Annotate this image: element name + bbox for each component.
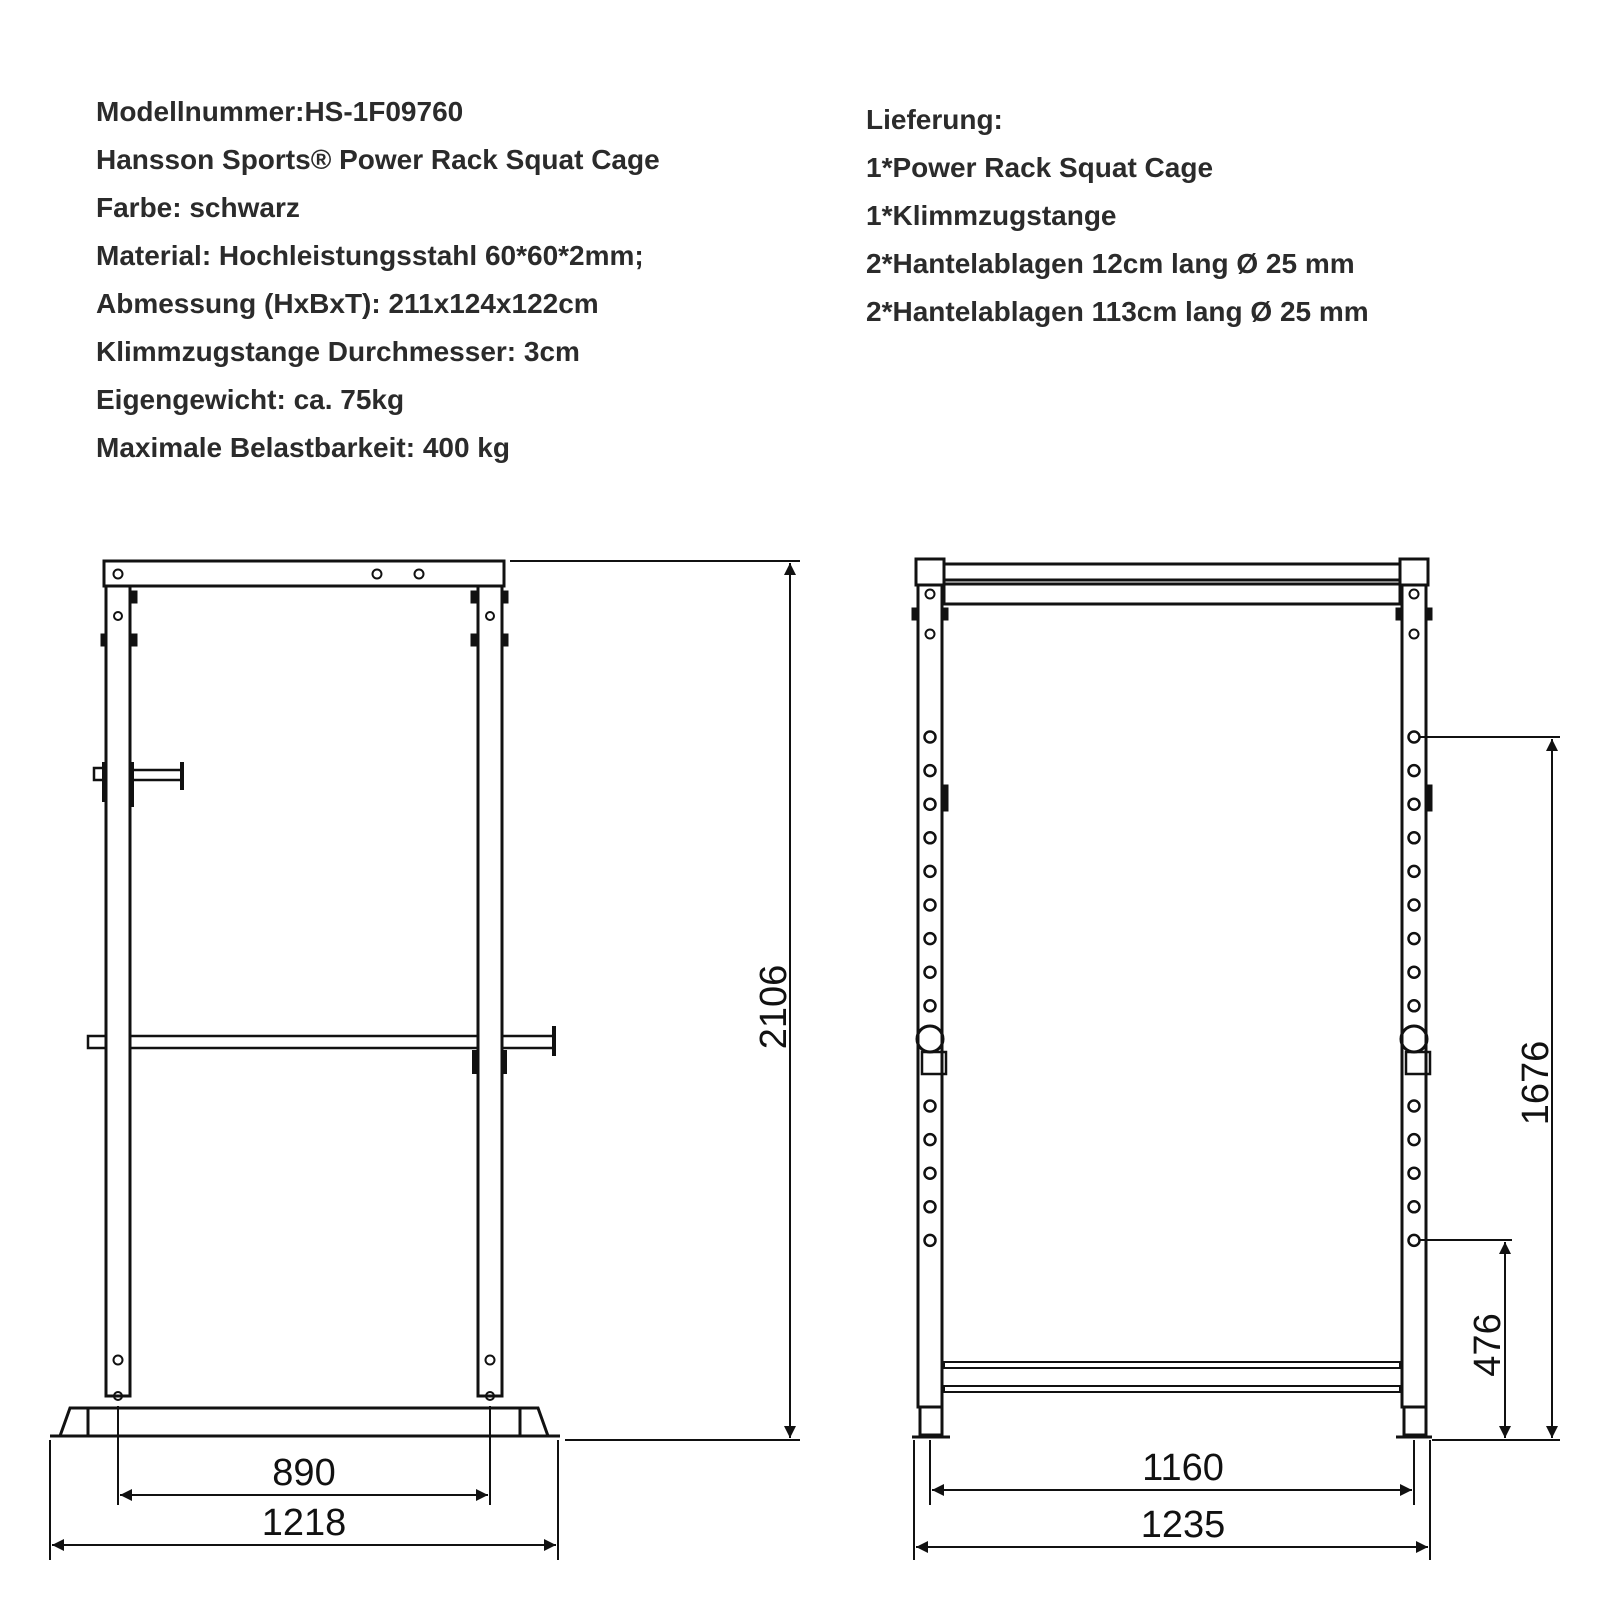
left-upright-hole <box>925 732 936 743</box>
dim-hole-span-height: 1676 <box>1515 1040 1557 1126</box>
left-upright-hole <box>925 967 936 978</box>
spec-max-load: Maximale Belastbarkeit: 400 kg <box>96 432 510 463</box>
dim-total-height: 2106 <box>753 964 795 1050</box>
right-upright-hole <box>1409 1168 1420 1179</box>
front-safety-bar <box>88 1026 554 1074</box>
left-upright-hole <box>925 765 936 776</box>
side-upright-holes <box>925 732 1420 1246</box>
side-right-foot <box>1404 1407 1426 1435</box>
front-top-crossbar <box>104 561 504 586</box>
dim-lowest-hole-height: 476 <box>1467 1313 1509 1377</box>
left-upright-hole <box>925 1235 936 1246</box>
front-right-foot <box>520 1408 548 1436</box>
side-left-foot <box>920 1407 942 1435</box>
spec-weight: Eigengewicht: ca. 75kg <box>96 384 405 415</box>
spec-pullup-bar-diameter: Klimmzugstange Durchmesser: 3cm <box>96 336 580 367</box>
front-view <box>50 561 560 1436</box>
right-upright-hole <box>1409 967 1420 978</box>
spec-material: Material: Hochleistungsstahl 60*60*2mm; <box>96 240 644 271</box>
right-upright-hole <box>1409 1134 1420 1145</box>
left-upright-hole <box>925 1168 936 1179</box>
spec-model-number: Modellnummer:HS-1F09760 <box>96 96 464 127</box>
front-left-upright <box>106 586 130 1396</box>
left-upright-hole <box>925 1101 936 1112</box>
dim-front-outer-width: 1218 <box>261 1502 347 1544</box>
left-upright-hole <box>925 933 936 944</box>
side-top-rail <box>944 564 1400 580</box>
side-right-cap <box>1400 559 1428 585</box>
dim-front-inner-width: 890 <box>272 1452 336 1494</box>
left-upright-hole <box>925 799 936 810</box>
left-upright-hole <box>925 1134 936 1145</box>
right-upright-hole <box>1409 799 1420 810</box>
dim-side-inner-width: 1160 <box>1142 1447 1224 1489</box>
left-upright-hole <box>925 832 936 843</box>
right-upright-hole <box>1409 900 1420 911</box>
left-upright-hole <box>925 1201 936 1212</box>
side-left-upright <box>918 585 942 1407</box>
delivery-heading: Lieferung: <box>866 104 1003 135</box>
delivery-item-cage: 1*Power Rack Squat Cage <box>866 152 1214 183</box>
delivery-item-long-rests: 2*Hantelablagen 113cm lang Ø 25 mm <box>866 296 1369 327</box>
right-upright-hole <box>1409 1235 1420 1246</box>
side-right-upright <box>1402 585 1426 1407</box>
side-view <box>912 559 1432 1437</box>
dim-side-outer-width: 1235 <box>1140 1504 1226 1546</box>
front-dimensions <box>50 561 800 1560</box>
right-upright-hole <box>1409 866 1420 877</box>
front-right-upright <box>478 586 502 1396</box>
spec-dimensions: Abmessung (HxBxT): 211x124x122cm <box>96 288 599 319</box>
right-upright-hole <box>1409 765 1420 776</box>
spec-color: Farbe: schwarz <box>96 192 300 223</box>
side-dimensions <box>914 737 1560 1560</box>
side-bottom-rail-lower <box>944 1386 1400 1392</box>
front-left-foot <box>60 1408 88 1436</box>
left-upright-hole <box>925 866 936 877</box>
right-upright-hole <box>1409 1201 1420 1212</box>
right-upright-hole <box>1409 1000 1420 1011</box>
right-upright-hole <box>1409 732 1420 743</box>
front-base-beam <box>88 1408 520 1436</box>
side-pullup-bar <box>944 584 1400 604</box>
right-upright-hole <box>1409 832 1420 843</box>
left-upright-hole <box>925 900 936 911</box>
right-upright-hole <box>1409 933 1420 944</box>
side-safety-bar-left <box>917 1026 943 1052</box>
delivery-item-short-rests: 2*Hantelablagen 12cm lang Ø 25 mm <box>866 248 1355 279</box>
left-upright-hole <box>925 1000 936 1011</box>
side-bottom-rail-upper <box>944 1362 1400 1368</box>
side-left-cap <box>916 559 944 585</box>
delivery-item-pullup-bar: 1*Klimmzugstange <box>866 200 1117 231</box>
spec-product-name: Hansson Sports® Power Rack Squat Cage <box>96 144 660 175</box>
right-upright-hole <box>1409 1101 1420 1112</box>
side-safety-bar-right <box>1401 1026 1427 1052</box>
